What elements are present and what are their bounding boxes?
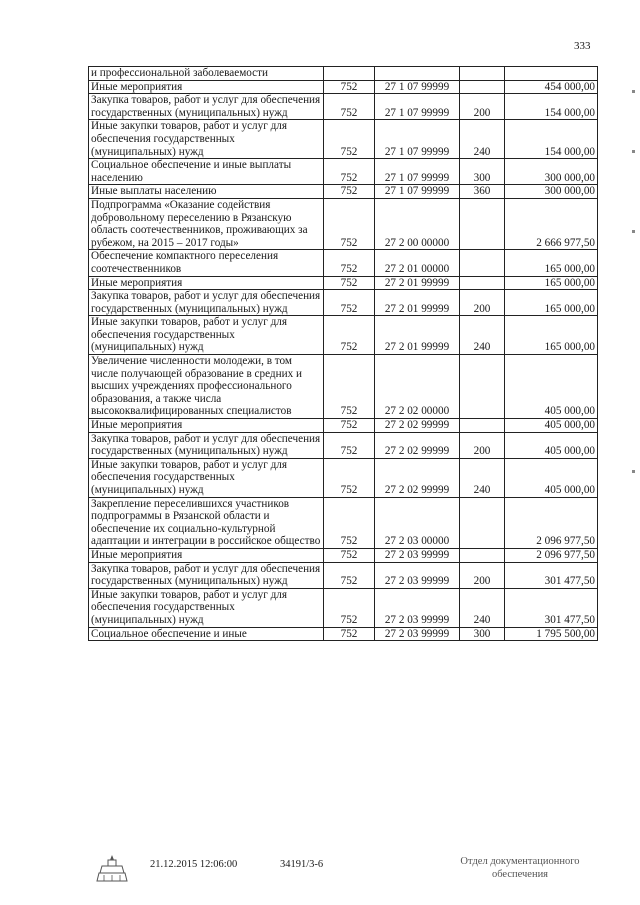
cell-name: Иные закупки товаров, работ и услуг для обеспечения государственных (муниципальных) нужд (89, 458, 324, 497)
cell-name: Иные мероприятия (89, 80, 324, 94)
table-row (89, 562, 598, 588)
cell-name: Иные закупки товаров, работ и услуг для обеспечения государственных (муниципальных) нужд (89, 120, 324, 159)
cell-amount: 154 000,00 (505, 120, 598, 159)
cell-name: Обеспечение компактного переселения соотечественников (89, 250, 324, 276)
cell-name: Социальное обеспечение и иные выплаты населению (89, 159, 324, 185)
cell-expense-type (460, 276, 505, 290)
table-row (89, 497, 598, 548)
table-row (89, 419, 598, 433)
cell-amount: 405 000,00 (505, 432, 598, 458)
cell-name: Иные закупки товаров, работ и услуг для обеспечения государственных (муниципальных) нужд (89, 588, 324, 627)
table-row (89, 185, 598, 199)
footer-doc-number: 34191/3-6 (280, 859, 324, 870)
cell-amount: 165 000,00 (505, 276, 598, 290)
table-row (89, 548, 598, 562)
cell-target-article: 27 2 03 99999 (375, 562, 460, 588)
cell-department-code: 752 (324, 497, 375, 548)
cell-name: Иные мероприятия (89, 548, 324, 562)
cell-expense-type: 240 (460, 458, 505, 497)
cell-expense-type: 300 (460, 627, 505, 641)
cell-amount: 2 096 977,50 (505, 548, 598, 562)
cell-department-code: 752 (324, 355, 375, 419)
cell-department-code: 752 (324, 627, 375, 641)
cell-target-article: 27 2 01 99999 (375, 276, 460, 290)
cell-target-article: 27 2 00 00000 (375, 198, 460, 249)
cell-expense-type: 240 (460, 588, 505, 627)
cell-target-article: 27 2 01 99999 (375, 316, 460, 355)
cell-target-article: 27 2 02 99999 (375, 419, 460, 433)
cell-amount: 300 000,00 (505, 159, 598, 185)
cell-name: Увеличение численности молодежи, в том числе получающей образование в средних и высших учреждениях профессионального образования, а также числа высококвалифицированных специалистов (89, 355, 324, 419)
cell-name: и профессиональной заболеваемости (89, 67, 324, 81)
cell-amount: 405 000,00 (505, 458, 598, 497)
cell-amount: 301 477,50 (505, 562, 598, 588)
cell-amount: 405 000,00 (505, 355, 598, 419)
table-row (89, 627, 598, 641)
cell-department-code: 752 (324, 316, 375, 355)
table-row (89, 588, 598, 627)
cell-department-code: 752 (324, 419, 375, 433)
cell-name: Закупка товаров, работ и услуг для обеспечения государственных (муниципальных) нужд (89, 290, 324, 316)
page-footer (0, 855, 640, 895)
page-number: 333 (574, 40, 591, 52)
cell-department-code: 752 (324, 80, 375, 94)
cell-target-article (375, 67, 460, 81)
cell-expense-type: 200 (460, 94, 505, 120)
table-row (89, 355, 598, 419)
cell-expense-type: 300 (460, 159, 505, 185)
cell-target-article: 27 2 03 99999 (375, 548, 460, 562)
cell-amount: 2 666 977,50 (505, 198, 598, 249)
scan-edge-mark (632, 230, 635, 233)
cell-department-code: 752 (324, 159, 375, 185)
cell-name: Социальное обеспечение и иные (89, 627, 324, 641)
cell-expense-type (460, 198, 505, 249)
cell-department-code (324, 67, 375, 81)
cell-amount: 405 000,00 (505, 419, 598, 433)
cell-department-code: 752 (324, 562, 375, 588)
cell-name: Иные мероприятия (89, 276, 324, 290)
table-row (89, 198, 598, 249)
cell-target-article: 27 1 07 99999 (375, 185, 460, 199)
scan-edge-mark (632, 90, 635, 93)
table-row (89, 276, 598, 290)
cell-expense-type (460, 250, 505, 276)
cell-name: Закупка товаров, работ и услуг для обеспечения государственных (муниципальных) нужд (89, 432, 324, 458)
cell-amount: 454 000,00 (505, 80, 598, 94)
cell-target-article: 27 2 02 00000 (375, 355, 460, 419)
cell-target-article: 27 2 01 00000 (375, 250, 460, 276)
table-row (89, 159, 598, 185)
cell-amount: 300 000,00 (505, 185, 598, 199)
cell-target-article: 27 2 02 99999 (375, 432, 460, 458)
cell-target-article: 27 2 03 00000 (375, 497, 460, 548)
cell-department-code: 752 (324, 548, 375, 562)
footer-datetime: 21.12.2015 12:06:00 (150, 859, 238, 870)
cell-amount: 165 000,00 (505, 250, 598, 276)
cell-expense-type (460, 497, 505, 548)
table-row (89, 80, 598, 94)
cell-name: Закупка товаров, работ и услуг для обеспечения государственных (муниципальных) нужд (89, 562, 324, 588)
cell-expense-type (460, 419, 505, 433)
cell-expense-type: 240 (460, 316, 505, 355)
table-row (89, 120, 598, 159)
cell-target-article: 27 1 07 99999 (375, 120, 460, 159)
cell-department-code: 752 (324, 250, 375, 276)
cell-amount: 165 000,00 (505, 290, 598, 316)
cell-name: Закупка товаров, работ и услуг для обеспечения государственных (муниципальных) нужд (89, 94, 324, 120)
cell-department-code: 752 (324, 185, 375, 199)
cell-target-article: 27 2 01 99999 (375, 290, 460, 316)
table-row (89, 290, 598, 316)
table-row (89, 94, 598, 120)
cell-department-code: 752 (324, 458, 375, 497)
cell-amount: 2 096 977,50 (505, 497, 598, 548)
cell-amount: 301 477,50 (505, 588, 598, 627)
cell-target-article: 27 2 03 99999 (375, 627, 460, 641)
table-row (89, 67, 598, 81)
scan-edge-mark (632, 150, 635, 153)
cell-department-code: 752 (324, 588, 375, 627)
cell-expense-type: 200 (460, 562, 505, 588)
cell-expense-type: 200 (460, 432, 505, 458)
cell-target-article: 27 2 02 99999 (375, 458, 460, 497)
table-row (89, 432, 598, 458)
cell-expense-type: 200 (460, 290, 505, 316)
table-row (89, 458, 598, 497)
cell-target-article: 27 2 03 99999 (375, 588, 460, 627)
seal-emblem-icon (94, 851, 130, 887)
cell-expense-type (460, 67, 505, 81)
cell-amount (505, 67, 598, 81)
cell-target-article: 27 1 07 99999 (375, 159, 460, 185)
cell-name: Иные мероприятия (89, 419, 324, 433)
cell-target-article: 27 1 07 99999 (375, 80, 460, 94)
table-row (89, 250, 598, 276)
cell-department-code: 752 (324, 276, 375, 290)
cell-amount: 1 795 500,00 (505, 627, 598, 641)
cell-target-article: 27 1 07 99999 (375, 94, 460, 120)
cell-amount: 165 000,00 (505, 316, 598, 355)
cell-expense-type (460, 355, 505, 419)
table-row (89, 316, 598, 355)
cell-department-code: 752 (324, 290, 375, 316)
cell-name: Иные закупки товаров, работ и услуг для обеспечения государственных (муниципальных) нужд (89, 316, 324, 355)
cell-department-code: 752 (324, 120, 375, 159)
cell-expense-type (460, 80, 505, 94)
cell-expense-type: 360 (460, 185, 505, 199)
cell-amount: 154 000,00 (505, 94, 598, 120)
cell-department-code: 752 (324, 432, 375, 458)
budget-table (88, 66, 598, 641)
footer-department-stamp: Отдел документационного обеспечения (460, 856, 580, 880)
scan-edge-mark (632, 470, 635, 473)
cell-name: Иные выплаты населению (89, 185, 324, 199)
cell-department-code: 752 (324, 94, 375, 120)
budget-table-body (89, 67, 598, 641)
cell-department-code: 752 (324, 198, 375, 249)
cell-name: Закрепление переселившихся участников подпрограммы в Рязанской области и обеспечение их социально-культурной адаптации и интеграции в российское общество (89, 497, 324, 548)
cell-name: Подпрограмма «Оказание содействия добровольному переселению в Рязанскую область соотечественников, проживающих за рубежом, на 2015 – 2017 годы» (89, 198, 324, 249)
cell-expense-type: 240 (460, 120, 505, 159)
cell-expense-type (460, 548, 505, 562)
